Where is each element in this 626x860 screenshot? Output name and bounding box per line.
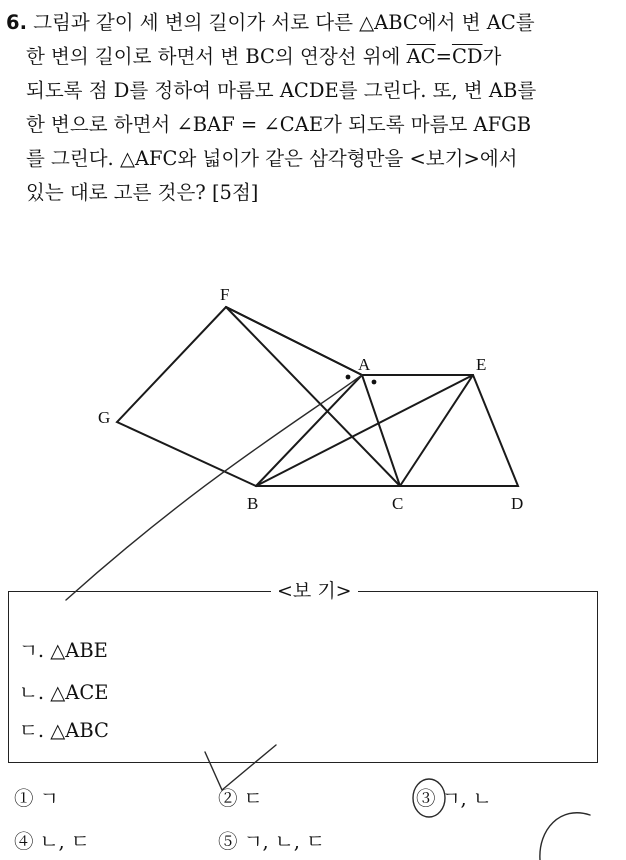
question-text bbox=[6, 6, 618, 210]
segment-ac: $\overline{AC}$ bbox=[406, 45, 436, 68]
choice-5[interactable]: ⑤ ㄱ, ㄴ, ㄷ bbox=[218, 830, 326, 853]
angle-dot-cae bbox=[372, 380, 377, 385]
label-f: F bbox=[220, 285, 230, 304]
bogi-item-2: ㄴ. △ACE bbox=[19, 681, 109, 704]
label-g: G bbox=[98, 408, 111, 427]
label-e: E bbox=[476, 355, 487, 374]
segment-cd: $\overline{CD}$ bbox=[451, 45, 483, 68]
bogi-item-3: ㄷ. △ABC bbox=[19, 719, 109, 742]
question-line-5: 를 그린다. △AFC와 넓이가 같은 삼각형만을 <보기>에서 bbox=[26, 147, 518, 170]
question-line-2: 한 변의 길이로 하면서 변 BC의 연장선 위에 $\overline{AC}=\overline{CD}$가 bbox=[26, 45, 502, 68]
question-line-6: 있는 대로 고른 것은? [5점] bbox=[26, 181, 259, 204]
geometry-figure bbox=[0, 260, 626, 535]
question-line-3: 되도록 점 D를 정하여 마름모 ACDE를 그린다. 또, 변 AB를 bbox=[26, 79, 537, 102]
question-line-1: 6. 그림과 같이 세 변의 길이가 서로 다른 △ABC에서 변 AC를 bbox=[6, 11, 535, 34]
rhombus-afgb bbox=[117, 307, 362, 486]
segment-fc bbox=[226, 307, 400, 486]
label-a: A bbox=[358, 355, 371, 374]
bogi-title: <보 기> bbox=[271, 579, 358, 603]
segment-ce bbox=[400, 375, 473, 486]
label-c: C bbox=[392, 494, 404, 513]
segment-fa-ext bbox=[226, 307, 362, 375]
choice-1[interactable]: ① ㄱ bbox=[14, 787, 59, 810]
label-d: D bbox=[511, 494, 524, 513]
segment-be bbox=[256, 375, 473, 486]
bogi-box bbox=[8, 580, 598, 763]
pencil-curve-corner bbox=[540, 813, 590, 860]
question-line-4: 한 변으로 하면서 ∠BAF = ∠CAE가 되도록 마름모 AFGB bbox=[26, 113, 532, 136]
choice-4[interactable]: ④ ㄴ, ㄷ bbox=[14, 830, 90, 853]
label-b: B bbox=[247, 494, 259, 513]
bogi-item-1: ㄱ. △ABE bbox=[19, 639, 108, 662]
angle-dot-baf bbox=[346, 375, 351, 380]
choice-3[interactable]: ③ ㄱ, ㄴ bbox=[416, 787, 492, 810]
choice-2[interactable]: ② ㄷ bbox=[218, 787, 263, 810]
question-number: 6. bbox=[6, 11, 27, 34]
